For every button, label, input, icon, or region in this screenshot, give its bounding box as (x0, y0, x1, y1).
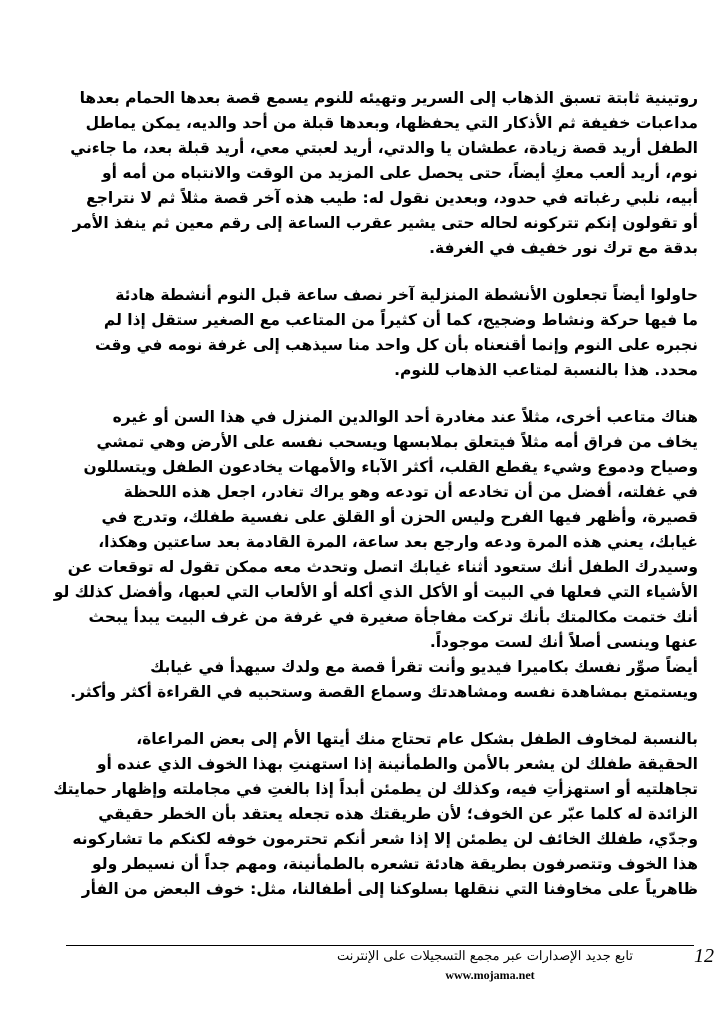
document-body (53, 86, 698, 924)
text-line: نوم، أريد ألعب معكِ أيضاً، حتى يحصل على المزيد من الوقت والانتباه من أمه أو (101, 164, 698, 182)
text-line: أنك ختمت مكالمتك بأنك تركت مفاجأة صغيرة في غرفة من غرف البيت يبدأ يبحث (88, 608, 698, 626)
text-line: الأشياء التي فعلها في البيت أو الأكل الذي أكله أو الألعاب التي لعبها، وأفضل كذلك لو (53, 583, 698, 601)
text-line: أو تقولون إنكم تتركونه لحاله حتى يشير عقرب الساعة إلى رقم معين ثم ينفذ الأمر (72, 214, 698, 232)
paragraph-4 (53, 727, 698, 902)
text-line: محدد. هذا بالنسبة لمتاعب الذهاب للنوم. (394, 361, 698, 379)
footer-divider (66, 945, 694, 946)
paragraph-3 (53, 405, 698, 705)
text-line: ظاهرياً على مخاوفنا التي ننقلها بسلوكنا إلى أطفالنا، مثل: خوف البعض من الفأر (81, 880, 698, 898)
text-line: حاولوا أيضاً تجعلون الأنشطة المنزلية آخر نصف ساعة قبل النوم أنشطة هادئة (115, 286, 698, 304)
paragraph-1 (66, 86, 698, 261)
text-line: أبيه، نلبي رغباته في حدود، وبعدين نقول له: طيب هذه آخر قصة مثلاً ثم لا نتراجع (86, 189, 698, 207)
footer-url: www.mojama.net (445, 968, 535, 982)
text-line: وجدّي، طفلك الخائف لن يطمئن إلا إذا شعر أنكم تحترمون خوفه لكنكم ما تشاركونه (72, 830, 698, 848)
text-line: تجاهلتيه أو استهزأتِ فيه، وكذلك لن يطمئن أبداً إذا بالغتِ في مجاملته وإظهار حمايتك (53, 780, 698, 798)
text-line: نجبره على النوم وإنما أقنعناه بأن كل واحد منا سيذهب إلى غرفة نومه في وقت (95, 336, 698, 354)
text-line: بالنسبة لمخاوف الطفل بشكل عام تحتاج منك أيتها الأم إلى بعض المراعاة، (136, 730, 698, 748)
text-line: مداعبات خفيفة ثم الأذكار التي يحفظها، وبعدها قبلة من أحد والديه، يمكن يماطل (85, 114, 698, 132)
text-line: روتينية ثابتة تسبق الذهاب إلى السرير وتهيئه للنوم يسمع قصة بعدها الحمام بعدها (79, 89, 698, 107)
text-line: وسيدرك الطفل أنك ستعود أثناء غيابك اتصل وتحدث معه ممكن تقول له توقعات عن (67, 558, 698, 576)
text-line: أيضاً صوِّر نفسك بكاميرا فيديو وأنت تقرأ قصة مع ولدك سيهدأ في غيابك (150, 658, 698, 676)
text-line: هذا الخوف وتتصرفون بطريقة هادئة تشعره بالطمأنينة، ومهم جداً أن نسيطر ولو (92, 855, 698, 873)
text-line: قصيرة، وأظهر فيها الفرح وليس الحزن أو القلق على نفسية طفلك، وتدرج في (101, 508, 698, 526)
text-line: وصياح ودموع وشيء يقطع القلب، أكثر الآباء والأمهات يخادعون الطفل ويتسللون (83, 458, 698, 476)
page-number: 12 (694, 945, 714, 967)
footer-caption: تابع جديد الإصدارات عبر مجمع التسجيلات على الإنترنت (336, 949, 634, 964)
text-line: الحقيقة طفلك لن يشعر بالأمن والطمأنينة إذا استهنتِ بهذا الخوف الذي عنده أو (96, 755, 698, 773)
paragraph-2 (66, 283, 698, 383)
text-line: الزائدة له كلما عبّر عن الخوف؛ لأن طريقتك هذه تجعله يعتقد بأن الخطر حقيقي (98, 805, 698, 823)
text-line: غيابك، يعني هذه المرة ودعه وارجع بعد ساعة، المرة القادمة بعد ساعتين وهكذا، (98, 533, 698, 551)
text-line: يخاف من فراق أمه مثلاً فيتعلق بملابسها ويسحب نفسه على الأرض وهي تمشي (96, 433, 698, 451)
text-line: عنها وينسى أصلاً أنك لست موجوداً. (429, 633, 698, 651)
text-line: ما فيها حركة ونشاط وضجيج، كما أن كثيراً من المتاعب مع الصغير ستقل إذا لم (103, 311, 698, 329)
text-line: بدقة مع ترك نور خفيف في الغرفة. (429, 239, 698, 257)
text-line: ويستمتع بمشاهدة نفسه ومشاهدتك وسماع القصة وستحبيه في القراءة أكثر وأكثر. (70, 683, 698, 701)
text-line: الطفل أريد قصة زيادة، عطشان يا والدتي، أريد لعبتي معي، أريد قبلة بعد، ما جاءني (70, 139, 698, 157)
text-line: في غفلته، أفضل من أن تخادعه أن تودعه وهو يراك تغادر، اجعل هذه اللحظة (123, 483, 698, 501)
text-line: هناك متاعب أخرى، مثلاً عند مغادرة أحد الوالدين المنزل في هذا السن أو غيره (112, 408, 698, 426)
